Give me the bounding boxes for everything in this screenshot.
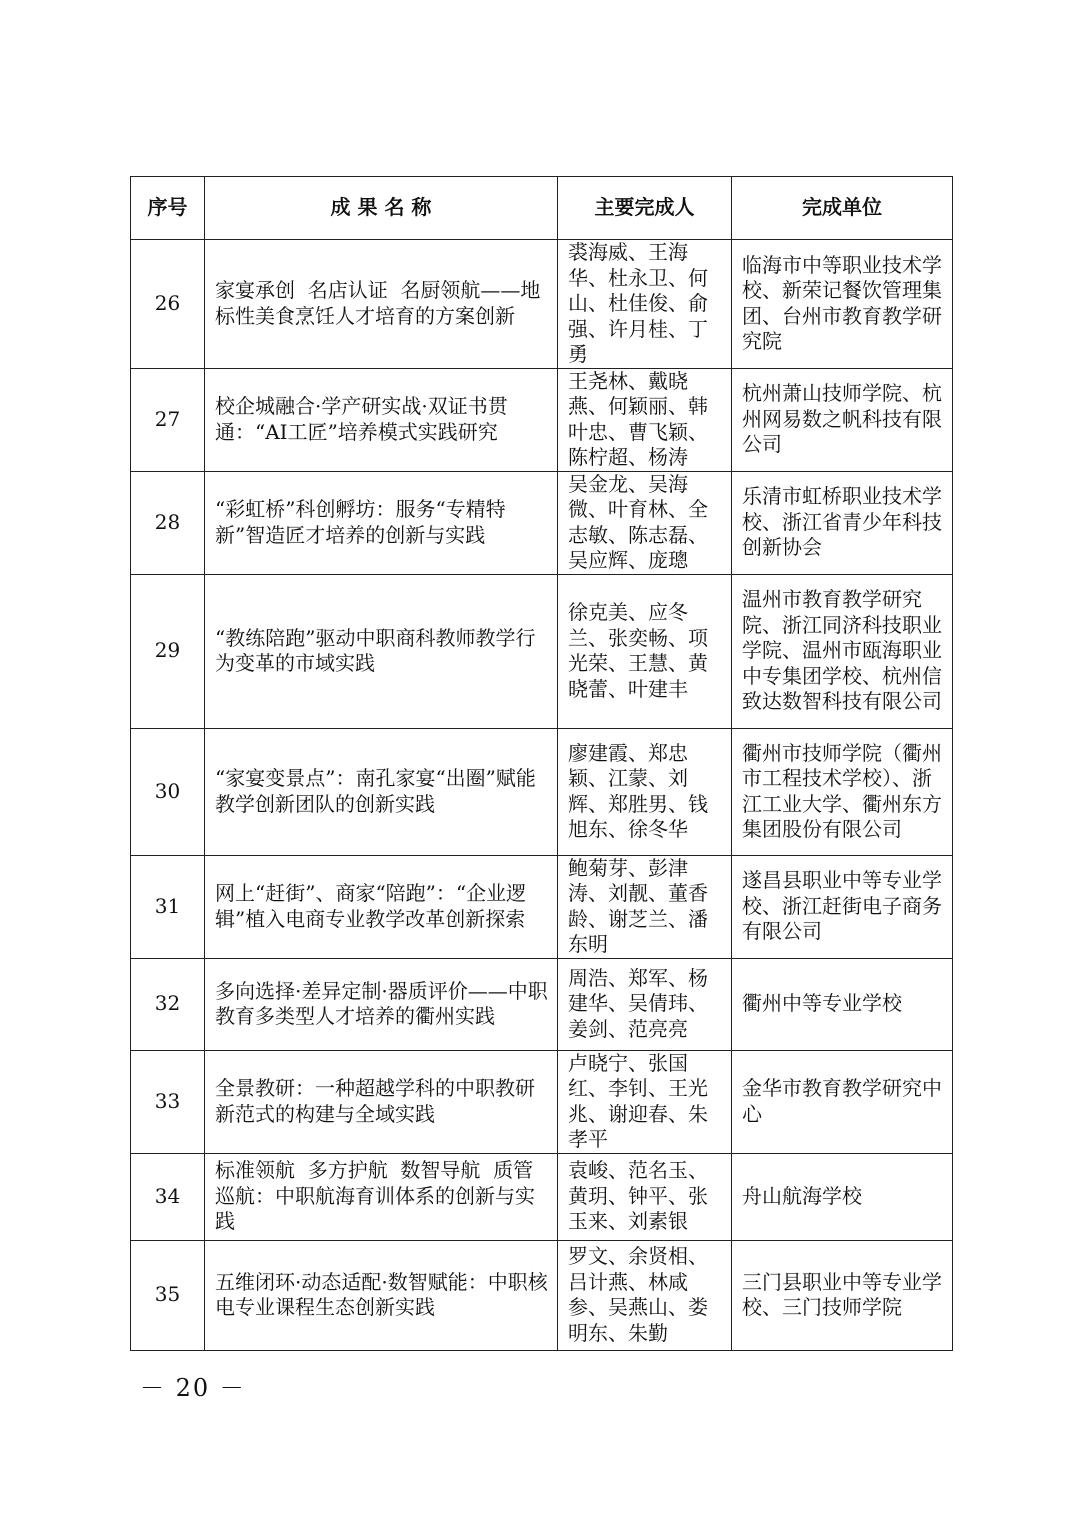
header-row	[131, 177, 953, 240]
achievement-name: “教练陪跑”驱动中职商科教师教学行为变革的市域实践	[205, 574, 558, 728]
main-contributors: 卢晓宁、张国红、李钊、王光兆、谢迎春、朱孝平	[558, 1050, 732, 1153]
table-row	[131, 1050, 953, 1153]
row-num: 31	[131, 855, 205, 958]
row-num: 27	[131, 368, 205, 471]
main-contributors: 周浩、郑军、杨建华、吴倩玮、姜剑、范亮亮	[558, 958, 732, 1050]
achievement-name: 五维闭环·动态适配·数智赋能：中职核电专业课程生态创新实践	[205, 1240, 558, 1350]
completing-unit: 临海市中等职业技术学校、新荣记餐饮管理集团、台州市教育教学研究院	[732, 240, 953, 369]
achievement-name: 网上“赶街”、商家“陪跑”：“企业逻辑”植入电商专业教学改革创新探索	[205, 855, 558, 958]
completing-unit: 金华市教育教学研究中心	[732, 1050, 953, 1153]
achievement-name: “家宴变景点”：南孔家宴“出圈”赋能教学创新团队的创新实践	[205, 728, 558, 855]
completing-unit: 舟山航海学校	[732, 1153, 953, 1240]
header-unit: 完成单位	[732, 177, 953, 240]
header-num: 序号	[131, 177, 205, 240]
completing-unit: 杭州萧山技师学院、杭州网易数之帆科技有限公司	[732, 368, 953, 471]
main-contributors: 吴金龙、吴海微、叶育林、全志敏、陈志磊、吴应辉、庞璁	[558, 471, 732, 574]
achievement-name: 全景教研：一种超越学科的中职教研新范式的构建与全域实践	[205, 1050, 558, 1153]
completing-unit: 遂昌县职业中等专业学校、浙江赶街电子商务有限公司	[732, 855, 953, 958]
table-row	[131, 240, 953, 369]
row-num: 34	[131, 1153, 205, 1240]
main-contributors: 裘海威、王海华、杜永卫、何山、杜佳俊、俞强、许月桂、丁勇	[558, 240, 732, 369]
row-num: 26	[131, 240, 205, 369]
main-contributors: 罗文、余贤相、吕计燕、林咸参、吴燕山、娄明东、朱勤	[558, 1240, 732, 1350]
completing-unit: 三门县职业中等专业学校、三门技师学院	[732, 1240, 953, 1350]
table-row	[131, 958, 953, 1050]
achievement-name: “彩虹桥”科创孵坊：服务“专精特新”智造匠才培养的创新与实践	[205, 471, 558, 574]
completing-unit: 衢州市技师学院（衢州市工程技术学校）、浙江工业大学、衢州东方集团股份有限公司	[732, 728, 953, 855]
main-contributors: 袁峻、范名玉、黄玥、钟平、张玉来、刘素银	[558, 1153, 732, 1240]
results-table	[130, 176, 953, 1351]
table-row	[131, 1240, 953, 1350]
row-num: 35	[131, 1240, 205, 1350]
achievement-name: 多向选择·差异定制·器质评价——中职教育多类型人才培养的衢州实践	[205, 958, 558, 1050]
completing-unit: 衢州中等专业学校	[732, 958, 953, 1050]
row-num: 33	[131, 1050, 205, 1153]
header-name: 成 果 名 称	[205, 177, 558, 240]
table-row	[131, 1153, 953, 1240]
row-num: 30	[131, 728, 205, 855]
main-contributors: 廖建霞、郑忠颖、江蒙、刘辉、郑胜男、钱旭东、徐冬华	[558, 728, 732, 855]
page-number: － 20 －	[140, 1374, 246, 1402]
achievement-name: 标准领航 多方护航 数智导航 质管巡航：中职航海育训体系的创新与实践	[205, 1153, 558, 1240]
achievement-name: 家宴承创 名店认证 名厨领航——地标性美食烹饪人才培育的方案创新	[205, 240, 558, 369]
table-row	[131, 855, 953, 958]
table-row	[131, 728, 953, 855]
completing-unit: 乐清市虹桥职业技术学校、浙江省青少年科技创新协会	[732, 471, 953, 574]
table-row	[131, 574, 953, 728]
table-row	[131, 368, 953, 471]
main-contributors: 徐克美、应冬兰、张奕畅、项光荣、王慧、黄晓蕾、叶建丰	[558, 574, 732, 728]
row-num: 32	[131, 958, 205, 1050]
header-people: 主要完成人	[558, 177, 732, 240]
row-num: 29	[131, 574, 205, 728]
row-num: 28	[131, 471, 205, 574]
completing-unit: 温州市教育教学研究院、浙江同济科技职业学院、温州市瓯海职业中专集团学校、杭州信致达数智科技有限公司	[732, 574, 953, 728]
table-row	[131, 471, 953, 574]
main-contributors: 王尧林、戴晓燕、何颖丽、韩叶忠、曹飞颖、陈柠超、杨涛	[558, 368, 732, 471]
main-contributors: 鲍菊芽、彭津涛、刘靓、董香龄、谢芝兰、潘东明	[558, 855, 732, 958]
achievement-name: 校企城融合·学产研实战·双证书贯通：“AI工匠”培养模式实践研究	[205, 368, 558, 471]
